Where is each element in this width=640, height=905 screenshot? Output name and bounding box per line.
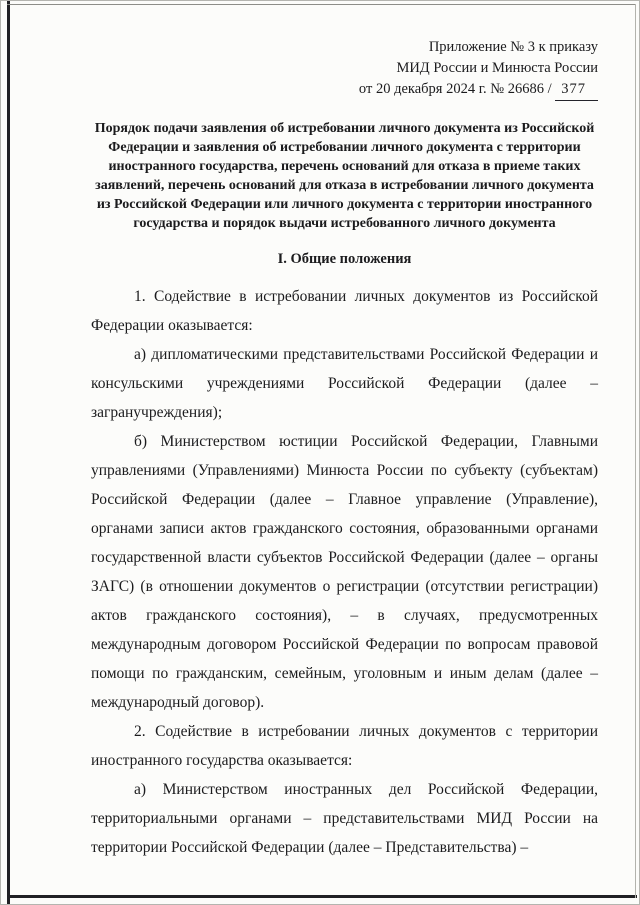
body-text (91, 282, 598, 862)
order-date-number: от 20 декабря 2024 г. № 26686 / (358, 81, 552, 97)
paragraph: 1. Содействие в истребовании личных документов из Российской Федерации оказывается: (91, 288, 598, 334)
page-content (91, 1, 598, 862)
paragraph: б) Министерством юстиции Российской Федерации, Главными управлениями (Управлениями) Минюста России по субъекту (субъектам) Российской Федерации (далее – Главное управление (Управление), органами записи актов гражданского состояния, образованными органами государственной власти субъектов Российской Федерации (далее – органы ЗАГС) (в отношении документов о регистрации (отсутствии регистрации) актов гражданского состояния), – в случаях, предусмотренных международным договором Российской Федерации по вопросам правовой помощи по гражданским, семейным, уголовным и иным делам (далее – международный договор). (91, 433, 598, 711)
document-title: Порядок подачи заявления об истребовании личного документа из Российской Федерации и заявления об истребовании личного документа с территории иностранного государства, перечень оснований для отказа в приеме таких заявлений, перечень оснований для отказа в истребовании личного документа из Российской Федерации или личного документа с территории иностранного государства и порядок выдачи истребованного личного документа (94, 121, 595, 231)
annex-header (91, 37, 598, 101)
section-heading: I. Общие положения (277, 251, 412, 267)
annex-header-line-2: МИД России и Минюста России (396, 60, 598, 76)
paragraph: а) дипломатическими представительствами Российской Федерации и консульскими учреждениями Российской Федерации (далее – загранучреждения); (91, 346, 598, 421)
handwritten-number: 377 (555, 79, 598, 101)
paragraph: а) Министерством иностранных дел Российской Федерации, территориальными органами – представительствами МИД России на территории Российской Федерации (далее – Представительства) – (91, 781, 598, 856)
scan-edge-right (635, 4, 636, 898)
annex-header-line-3 (91, 79, 598, 101)
paragraph: 2. Содействие в истребовании личных документов с территории иностранного государства оказывается: (91, 723, 598, 769)
scan-edge-left (7, 1, 10, 904)
annex-header-line-1: Приложение № 3 к приказу (428, 39, 598, 55)
scan-edge-bottom (7, 895, 637, 898)
